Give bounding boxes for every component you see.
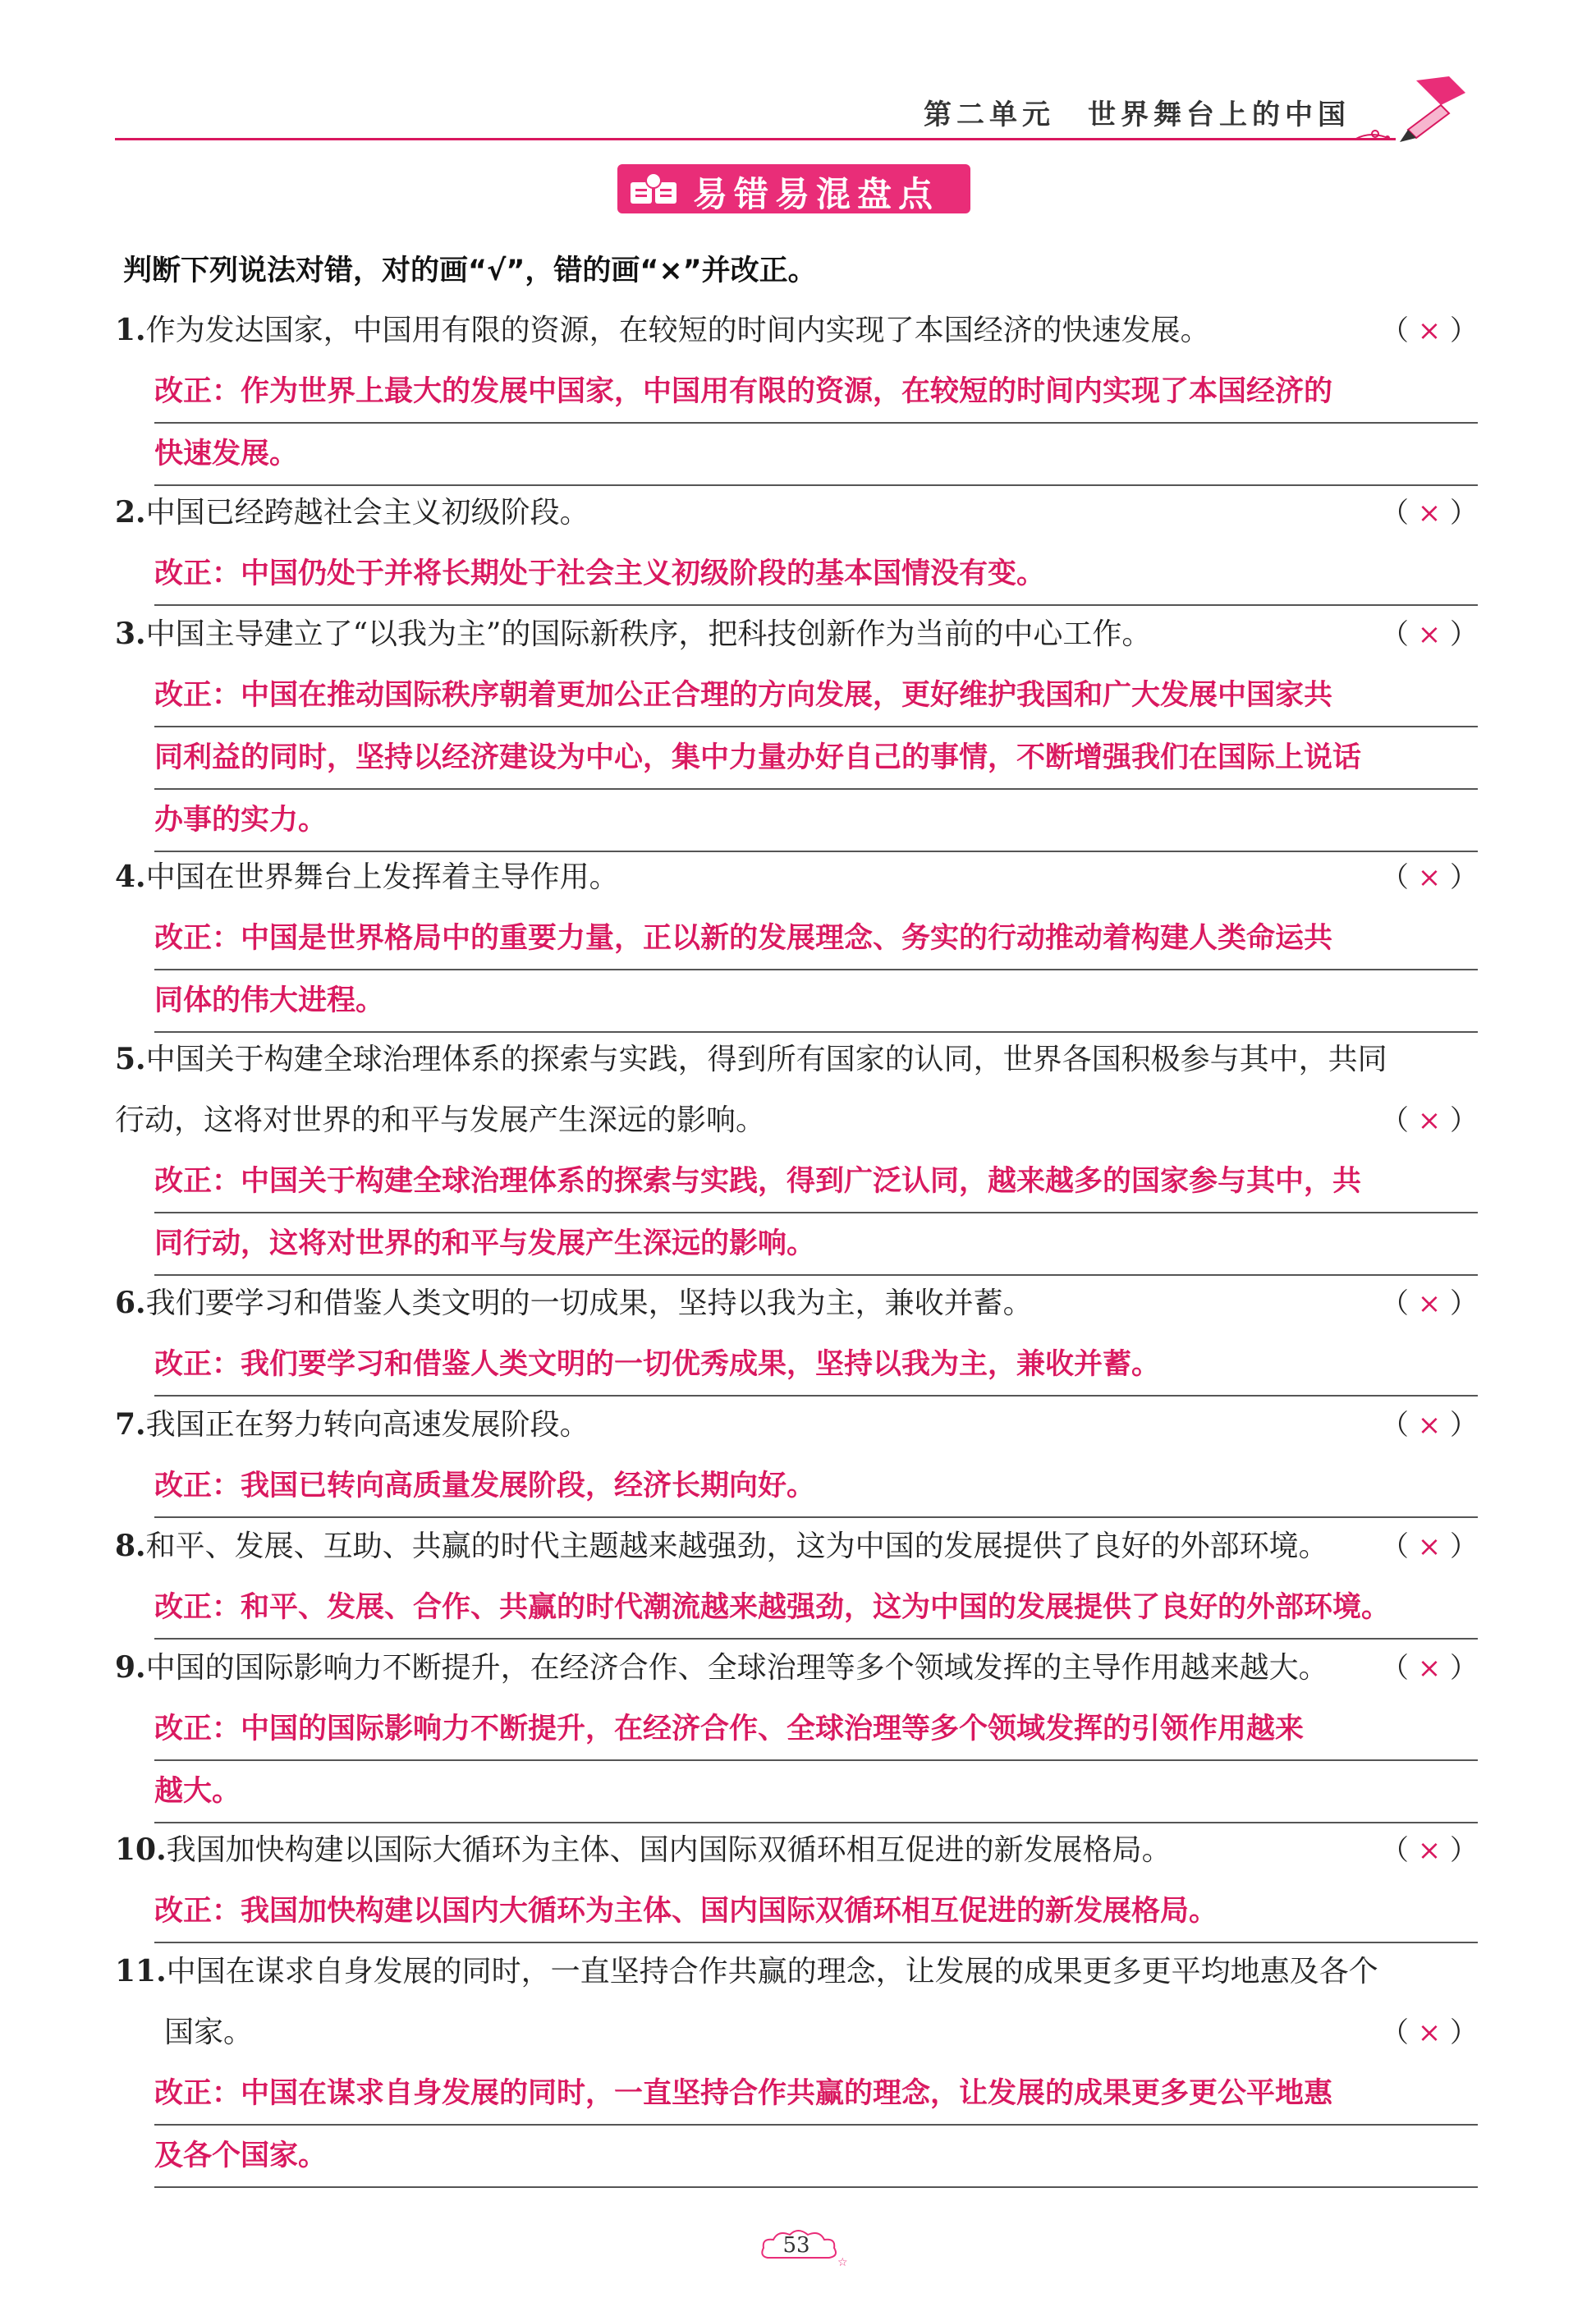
correction-line: 改正：中国仍处于并将长期处于社会主义初级阶段的基本国情没有变。 (154, 543, 1478, 606)
correction (115, 1456, 1478, 1518)
correction-line: 改正：我国已转向高质量发展阶段，经济长期向好。 (154, 1456, 1478, 1518)
correction-line: 越大。 (154, 1761, 1478, 1823)
header-divider (115, 138, 1396, 140)
correction (115, 1334, 1478, 1397)
question-number: 2. (115, 495, 146, 530)
question-text: 中国在谋求自身发展的同时，一直坚持合作共赢的理念，让发展的成果更多更平均地惠及各个 (166, 1955, 1378, 1988)
question-number: 9. (115, 1650, 146, 1685)
question-number: 10. (115, 1832, 167, 1867)
correction-line: 同行动，这将对世界的和平与发展产生深远的影响。 (154, 1213, 1478, 1276)
list-item (115, 1516, 1478, 1640)
answer-mark: （ × ） (1380, 1652, 1478, 1685)
correction-line: 改正：我们要学习和借鉴人类文明的一切优秀成果，坚持以我为主，兼收并蓄。 (154, 1334, 1478, 1397)
question (115, 1516, 1478, 1577)
section-title-text: 易错易混盘点 (693, 174, 940, 214)
list-item (115, 1273, 1478, 1397)
question (115, 1819, 1478, 1881)
question-continued (115, 1090, 1478, 1151)
question-text: 中国的国际影响力不断提升，在经济合作、全球治理等多个领域发挥的主导作用越来越大。 (145, 1651, 1328, 1685)
correction (115, 1881, 1478, 1943)
correction-line: 改正：我国加快构建以国内大循环为主体、国内国际双循环相互促进的新发展格局。 (154, 1881, 1478, 1943)
question-text: 和平、发展、互助、共赢的时代主题越来越强劲，这为中国的发展提供了良好的外部环境。 (145, 1530, 1328, 1563)
correction (115, 665, 1478, 852)
question-continued (115, 2002, 1478, 2063)
question (115, 1394, 1478, 1456)
list-item (115, 1819, 1478, 1943)
question (115, 1941, 1478, 2002)
svg-text:☆: ☆ (837, 2256, 848, 2269)
question-text: 国家。 (164, 2016, 254, 2049)
correction-line: 快速发展。 (154, 424, 1478, 486)
question (115, 603, 1478, 665)
list-item (115, 1637, 1478, 1823)
question-text: 我国正在努力转向高速发展阶段。 (145, 1408, 589, 1442)
correction-line: 办事的实力。 (154, 790, 1478, 852)
question (115, 1029, 1478, 1090)
correction (115, 543, 1478, 606)
answer-mark: （ × ） (1380, 2016, 1478, 2049)
correction (115, 361, 1478, 486)
question-text: 行动，这将对世界的和平与发展产生深远的影响。 (115, 1103, 766, 1137)
instruction-text: 判断下列说法对错，对的画“√”，错的画“×”并改正。 (123, 255, 817, 287)
question-text: 我国加快构建以国际大循环为主体、国内国际双循环相互促进的新发展格局。 (166, 1833, 1172, 1867)
list-item (115, 846, 1478, 1033)
correction (115, 1151, 1478, 1276)
question-number: 3. (115, 617, 146, 651)
list-item (115, 482, 1478, 606)
question-number: 4. (115, 860, 146, 894)
list-item (115, 603, 1478, 852)
list-item (115, 1941, 1478, 2188)
list-item (115, 1029, 1478, 1276)
question-number: 1. (115, 313, 146, 347)
correction-line: 改正：作为世界上最大的发展中国家，中国用有限的资源，在较短的时间内实现了本国经济的 (154, 361, 1478, 424)
answer-mark: （ × ） (1380, 1287, 1478, 1320)
correction (115, 2063, 1478, 2188)
answer-mark: （ × ） (1380, 1104, 1478, 1137)
section-title-banner (617, 164, 970, 213)
question-number: 11. (115, 1954, 167, 1988)
list-item (115, 1394, 1478, 1518)
correction-line: 改正：中国关于构建全球治理体系的探索与实践，得到广泛认同，越来越多的国家参与其中，共 (154, 1151, 1478, 1213)
correction-line: 改正：中国的国际影响力不断提升，在经济合作、全球治理等多个领域发挥的引领作用越来 (154, 1699, 1478, 1761)
answer-mark: （ × ） (1380, 1409, 1478, 1442)
question-text: 中国主导建立了“以我为主”的国际新秩序，把科技创新作为当前的中心工作。 (145, 617, 1152, 651)
question-text: 作为发达国家，中国用有限的资源，在较短的时间内实现了本国经济的快速发展。 (145, 314, 1210, 347)
question-text: 中国关于构建全球治理体系的探索与实践，得到所有国家的认同，世界各国积极参与其中，共同 (145, 1043, 1387, 1076)
correction-line: 改正：中国在谋求自身发展的同时，一直坚持合作共赢的理念，让发展的成果更多更公平地惠 (154, 2063, 1478, 2126)
question-number: 6. (115, 1286, 146, 1320)
question-text: 中国已经跨越社会主义初级阶段。 (145, 496, 589, 530)
question-text: 中国在世界舞台上发挥着主导作用。 (145, 860, 619, 894)
question-number: 7. (115, 1407, 146, 1442)
correction (115, 1699, 1478, 1823)
question (115, 482, 1478, 543)
page-number-badge (755, 2225, 846, 2274)
correction-line: 及各个国家。 (154, 2126, 1478, 2188)
list-item (115, 300, 1478, 486)
question-number: 8. (115, 1529, 146, 1563)
correction-line: 改正：和平、发展、合作、共赢的时代潮流越来越强劲，这为中国的发展提供了良好的外部环境。 (154, 1577, 1478, 1640)
question (115, 846, 1478, 908)
correction-line: 改正：中国是世界格局中的重要力量，正以新的发展理念、务实的行动推动着构建人类命运共 (154, 908, 1478, 970)
question (115, 1273, 1478, 1334)
question (115, 300, 1478, 361)
answer-mark: （ × ） (1380, 861, 1478, 894)
question-text: 我们要学习和借鉴人类文明的一切成果，坚持以我为主，兼收并蓄。 (145, 1287, 1033, 1320)
correction-line: 改正：中国在推动国际秩序朝着更加公正合理的方向发展，更好维护我国和广大发展中国家共 (154, 665, 1478, 727)
question-number: 5. (115, 1042, 146, 1076)
unit-title: 第二单元 世界舞台上的中国 (924, 99, 1351, 131)
answer-mark: （ × ） (1380, 314, 1478, 347)
page-header (115, 85, 1474, 143)
lightbulb-book-icon (629, 171, 680, 207)
correction-line: 同体的伟大进程。 (154, 970, 1478, 1033)
question (115, 1637, 1478, 1699)
correction (115, 1577, 1478, 1640)
answer-mark: （ × ） (1380, 1530, 1478, 1563)
answer-mark: （ × ） (1380, 497, 1478, 530)
answer-mark: （ × ） (1380, 618, 1478, 651)
correction-line: 同利益的同时，坚持以经济建设为中心，集中力量办好自己的事情，不断增强我们在国际上说话 (154, 727, 1478, 790)
answer-mark: （ × ） (1380, 1834, 1478, 1867)
correction (115, 908, 1478, 1033)
page-number: 53 (782, 2233, 810, 2258)
pencil-star-icon (1351, 72, 1474, 146)
